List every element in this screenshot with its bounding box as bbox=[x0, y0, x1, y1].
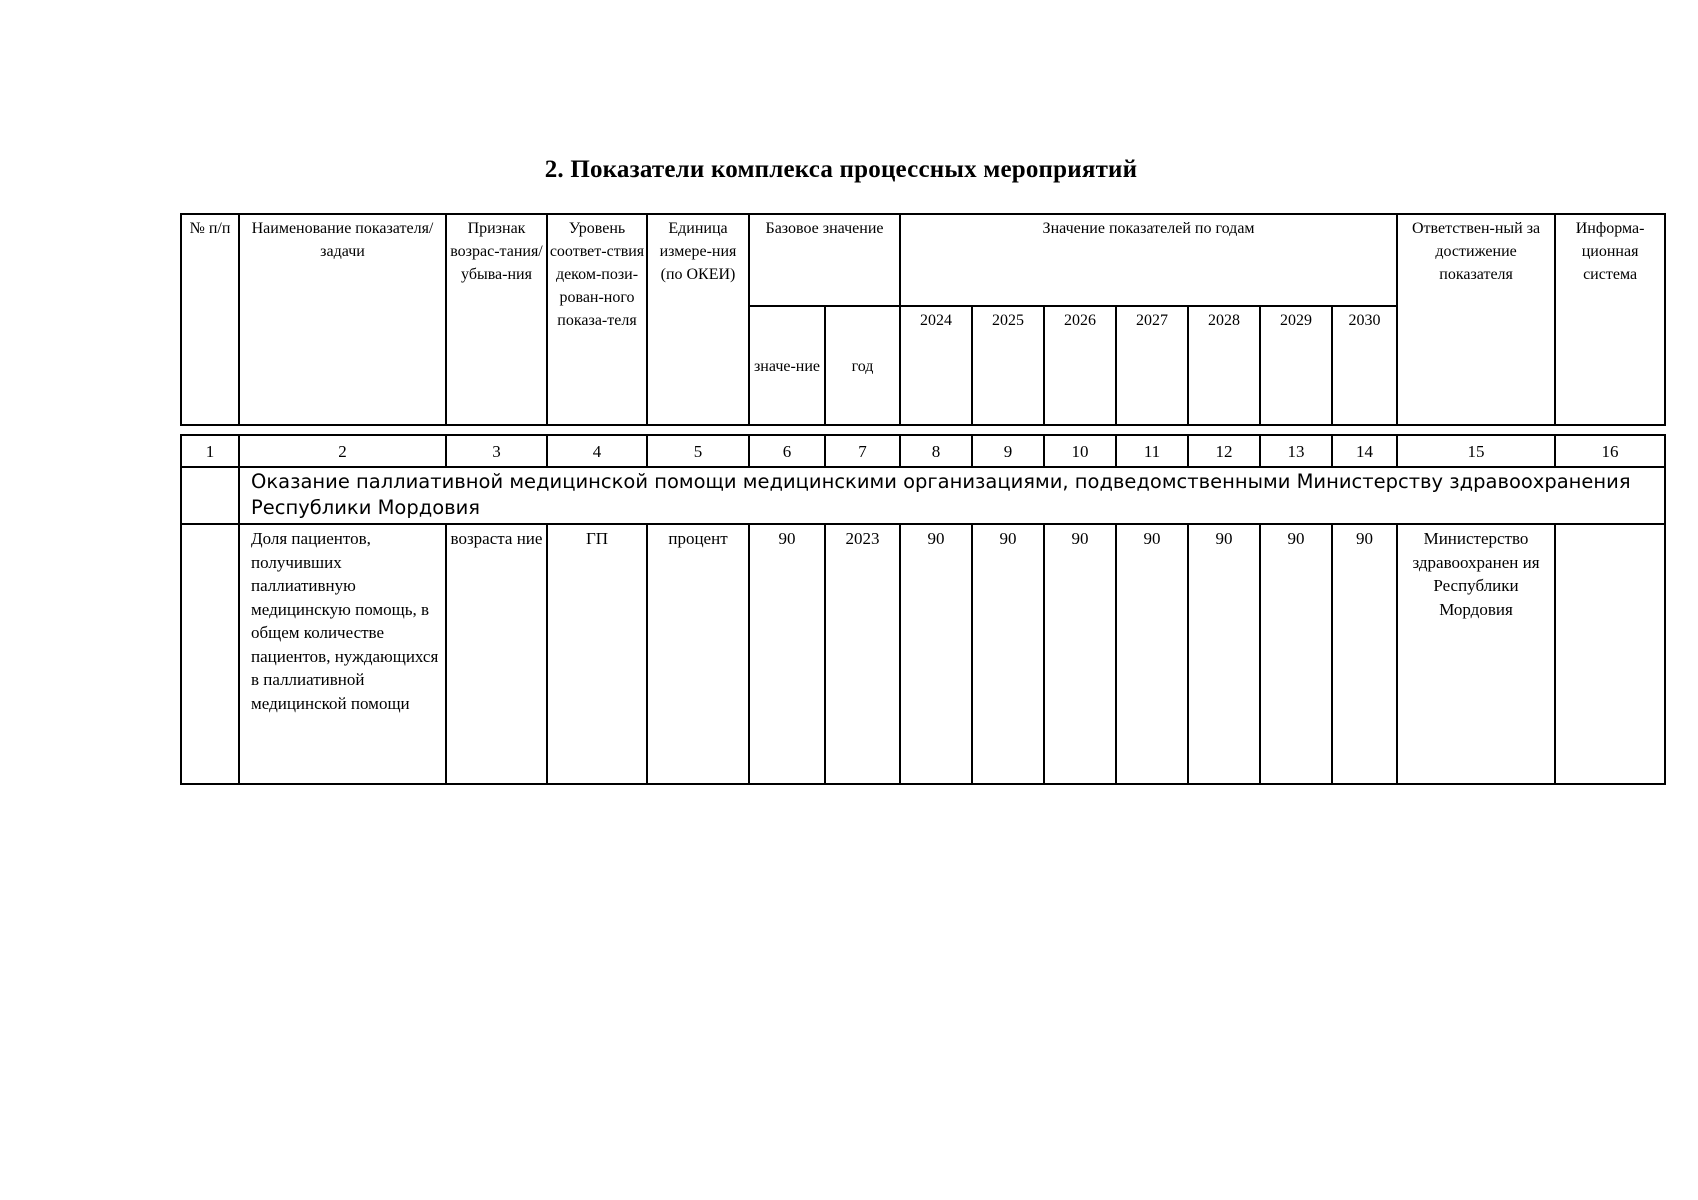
indicators-table-body bbox=[180, 434, 1666, 785]
indicator-num bbox=[181, 524, 239, 784]
indicator-responsible: Министерство здравоохранен ия Республики Мордовия bbox=[1397, 524, 1555, 784]
task-title: Оказание паллиативной медицинской помощи медицинскими организациями, подведомственными Министерству здравоохранения Республики Мордовия bbox=[239, 467, 1665, 524]
indicator-info-system bbox=[1555, 524, 1665, 784]
header-base-value: значе-ние bbox=[749, 306, 825, 425]
header-year: 2030 bbox=[1332, 306, 1397, 425]
indicator-value: 90 bbox=[1116, 524, 1188, 784]
header-trend: Признак возрас-тания/ убыва-ния bbox=[446, 214, 547, 425]
indicator-level: ГП bbox=[547, 524, 647, 784]
header-base: Базовое значение bbox=[749, 214, 900, 306]
header-info-system: Информа-ционная система bbox=[1555, 214, 1665, 425]
header-years-group: Значение показателей по годам bbox=[900, 214, 1397, 306]
indicators-table-header bbox=[180, 213, 1666, 426]
column-number: 1 bbox=[181, 435, 239, 467]
column-number: 8 bbox=[900, 435, 972, 467]
indicator-value: 90 bbox=[972, 524, 1044, 784]
header-unit: Единица измере-ния (по ОКЕИ) bbox=[647, 214, 749, 425]
indicator-unit: процент bbox=[647, 524, 749, 784]
column-number: 6 bbox=[749, 435, 825, 467]
column-number: 3 bbox=[446, 435, 547, 467]
header-year: 2025 bbox=[972, 306, 1044, 425]
page-title: 2. Показатели комплекса процессных мероприятий bbox=[544, 156, 1138, 183]
header-year: 2027 bbox=[1116, 306, 1188, 425]
header-level: Уровень соответ-ствия деком-пози-рован-ного показа-теля bbox=[547, 214, 647, 425]
indicator-base-value: 90 bbox=[749, 524, 825, 784]
column-number: 5 bbox=[647, 435, 749, 467]
column-number: 4 bbox=[547, 435, 647, 467]
indicator-value: 90 bbox=[1188, 524, 1260, 784]
indicator-base-year: 2023 bbox=[825, 524, 900, 784]
indicator-value: 90 bbox=[1044, 524, 1116, 784]
column-number: 2 bbox=[239, 435, 446, 467]
header-year: 2028 bbox=[1188, 306, 1260, 425]
header-year: 2026 bbox=[1044, 306, 1116, 425]
task-num-cell bbox=[181, 467, 239, 524]
column-number: 10 bbox=[1044, 435, 1116, 467]
column-number: 9 bbox=[972, 435, 1044, 467]
indicator-value: 90 bbox=[900, 524, 972, 784]
header-name: Наименование показателя/задачи bbox=[239, 214, 446, 425]
column-number: 16 bbox=[1555, 435, 1665, 467]
header-num: № п/п bbox=[181, 214, 239, 425]
task-row bbox=[181, 467, 1665, 524]
column-number-row bbox=[181, 435, 1665, 467]
column-number: 14 bbox=[1332, 435, 1397, 467]
indicator-value: 90 bbox=[1332, 524, 1397, 784]
column-number: 7 bbox=[825, 435, 900, 467]
indicator-row bbox=[181, 524, 1665, 784]
column-number: 13 bbox=[1260, 435, 1332, 467]
indicator-trend: возраста ние bbox=[446, 524, 547, 784]
header-year: 2024 bbox=[900, 306, 972, 425]
header-year: 2029 bbox=[1260, 306, 1332, 425]
indicator-name: Доля пациентов, получивших паллиативную медицинскую помощь, в общем количестве пациентов, нуждающихся в паллиативной медицинской помощи bbox=[239, 524, 446, 784]
column-number: 12 bbox=[1188, 435, 1260, 467]
header-base-year: год bbox=[825, 306, 900, 425]
indicator-value: 90 bbox=[1260, 524, 1332, 784]
column-number: 15 bbox=[1397, 435, 1555, 467]
column-number: 11 bbox=[1116, 435, 1188, 467]
header-responsible: Ответствен-ный за достижение показателя bbox=[1397, 214, 1555, 425]
